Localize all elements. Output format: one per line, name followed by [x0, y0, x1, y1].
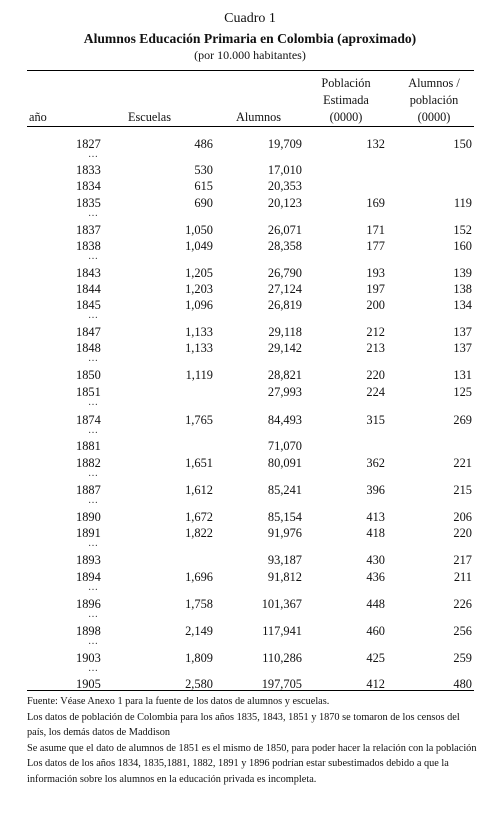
cell-ratio: 217 — [453, 553, 472, 567]
top-rule — [27, 70, 474, 71]
cell-ratio: 269 — [453, 413, 472, 427]
table-row — [0, 624, 500, 640]
cell-students: 85,241 — [267, 483, 302, 497]
cell-year: 1838 — [76, 239, 101, 253]
header-rule — [27, 126, 474, 127]
cell-year: 1845 — [76, 298, 101, 312]
table-row — [0, 137, 500, 153]
cell-students: 20,353 — [267, 179, 302, 193]
col-header-ratio-line3: (0000) — [417, 110, 451, 124]
cell-population: 425 — [366, 651, 385, 665]
cell-year: 1837 — [76, 223, 101, 237]
cell-schools: 1,758 — [185, 597, 213, 611]
cell-population: 220 — [366, 368, 385, 382]
footnotes — [27, 694, 477, 788]
cell-year: 1891 — [76, 526, 101, 540]
cell-ratio: 220 — [453, 526, 472, 540]
cell-population: 315 — [366, 413, 385, 427]
cell-students: 85,154 — [267, 510, 302, 524]
cell-year: 1848 — [76, 341, 101, 355]
cell-population: 200 — [366, 298, 385, 312]
cell-schools: 1,049 — [185, 239, 213, 253]
table-row — [0, 385, 500, 401]
table-row — [0, 341, 500, 357]
row-gap-marker: … — [88, 353, 98, 364]
cell-population: 213 — [366, 341, 385, 355]
cell-ratio: 137 — [453, 325, 472, 339]
cell-schools: 1,672 — [185, 510, 213, 524]
cell-population: 413 — [366, 510, 385, 524]
cell-year: 1834 — [76, 179, 101, 193]
footnote-source: Fuente: Véase Anexo 1 para la fuente de los datos de alumnos y escuelas. — [27, 696, 330, 707]
cell-schools: 530 — [194, 163, 213, 177]
cell-population: 193 — [366, 266, 385, 280]
cell-year: 1827 — [76, 137, 101, 151]
col-header-population — [312, 75, 380, 126]
table-row — [0, 439, 500, 455]
cell-schools: 690 — [194, 196, 213, 210]
cell-population: 132 — [366, 137, 385, 151]
cell-ratio: 480 — [453, 677, 472, 691]
cell-students: 26,790 — [267, 266, 302, 280]
cell-students: 27,993 — [267, 385, 302, 399]
table-row — [0, 298, 500, 314]
cell-population: 418 — [366, 526, 385, 540]
cell-year: 1847 — [76, 325, 101, 339]
row-gap-marker: … — [88, 495, 98, 506]
row-gap-marker: … — [88, 149, 98, 160]
col-header-ratio — [398, 75, 470, 126]
table-row — [0, 368, 500, 384]
cell-students: 28,358 — [267, 239, 302, 253]
cell-ratio: 139 — [453, 266, 472, 280]
table-row — [0, 163, 500, 179]
cell-students: 80,091 — [267, 456, 302, 470]
cell-schools: 1,133 — [185, 325, 213, 339]
cell-ratio: 152 — [453, 223, 472, 237]
cell-year: 1887 — [76, 483, 101, 497]
cell-students: 29,142 — [267, 341, 302, 355]
cell-population: 197 — [366, 282, 385, 296]
table-title: Cuadro 1 — [224, 11, 276, 26]
cell-schools: 1,205 — [185, 266, 213, 280]
cell-population: 460 — [366, 624, 385, 638]
table-row — [0, 570, 500, 586]
row-gap-marker: … — [88, 582, 98, 593]
cell-schools: 1,809 — [185, 651, 213, 665]
cell-year: 1898 — [76, 624, 101, 638]
cell-population: 212 — [366, 325, 385, 339]
cell-population: 362 — [366, 456, 385, 470]
cell-schools: 1,096 — [185, 298, 213, 312]
cell-population: 171 — [366, 223, 385, 237]
cell-year: 1874 — [76, 413, 101, 427]
cell-students: 117,941 — [262, 624, 302, 638]
table-row — [0, 325, 500, 341]
table-row — [0, 179, 500, 195]
col-header-population-line3: (0000) — [329, 110, 363, 124]
table-row — [0, 526, 500, 542]
footnote-underestimated: Los datos de los años 1834, 1835,1881, 1882, 1891 y 1896 podrían estar subestimados debido a que la información sobre los alumnos en la educación privada es incompleta. — [27, 758, 449, 785]
cell-students: 20,123 — [267, 196, 302, 210]
cell-students: 101,367 — [261, 597, 302, 611]
cell-year: 1893 — [76, 553, 101, 567]
col-header-schools: Escuelas — [128, 110, 172, 124]
table-row — [0, 413, 500, 429]
cell-students: 71,070 — [267, 439, 302, 453]
cell-ratio: 150 — [453, 137, 472, 151]
table-row — [0, 456, 500, 472]
cell-students: 26,071 — [267, 223, 302, 237]
table-subtitle: Alumnos Educación Primaria en Colombia (aproximado) — [83, 31, 417, 46]
table-row — [0, 239, 500, 255]
cell-schools: 1,133 — [185, 341, 213, 355]
cell-ratio: 134 — [453, 298, 472, 312]
cell-year: 1882 — [76, 456, 101, 470]
cell-schools: 2,580 — [185, 677, 213, 691]
cell-schools: 1,119 — [185, 368, 213, 382]
cell-ratio: 119 — [453, 196, 472, 210]
cell-students: 29,118 — [268, 325, 302, 339]
cell-population: 412 — [366, 677, 385, 691]
cell-ratio: 226 — [453, 597, 472, 611]
cell-year: 1894 — [76, 570, 101, 584]
table-row — [0, 651, 500, 667]
footnote-1851: Se asume que el dato de alumnos de 1851 es el mismo de 1850, para poder hacer la relación con la población — [27, 742, 477, 754]
row-gap-marker: … — [88, 609, 98, 620]
col-header-students: Alumnos — [236, 110, 282, 124]
cell-population: 177 — [366, 239, 385, 253]
cell-students: 91,812 — [267, 570, 302, 584]
cell-schools: 1,765 — [185, 413, 213, 427]
cell-ratio: 131 — [453, 368, 472, 382]
col-header-ratio-line2: población — [409, 93, 459, 107]
row-gap-marker: … — [88, 636, 98, 647]
cell-schools: 615 — [194, 179, 213, 193]
row-gap-marker: … — [88, 208, 98, 219]
cell-schools: 486 — [194, 137, 213, 151]
cell-students: 19,709 — [267, 137, 302, 151]
cell-ratio: 137 — [453, 341, 472, 355]
cell-students: 91,976 — [267, 526, 302, 540]
row-gap-marker: … — [88, 251, 98, 262]
cell-schools: 1,651 — [185, 456, 213, 470]
col-header-ratio-line1: Alumnos / — [408, 76, 460, 90]
table-row — [0, 266, 500, 282]
col-header-population-line1: Población — [321, 76, 371, 90]
cell-ratio: 221 — [453, 456, 472, 470]
table-row — [0, 553, 500, 569]
cell-students: 17,010 — [267, 163, 302, 177]
row-gap-marker: … — [88, 468, 98, 479]
cell-population: 396 — [366, 483, 385, 497]
cell-ratio: 215 — [453, 483, 472, 497]
cell-year: 1843 — [76, 266, 101, 280]
row-gap-marker: … — [88, 397, 98, 408]
table-row — [0, 510, 500, 526]
cell-year: 1844 — [76, 282, 101, 296]
bottom-rule — [27, 690, 474, 691]
cell-schools: 1,696 — [185, 570, 213, 584]
cell-population: 436 — [366, 570, 385, 584]
col-header-population-line2: Estimada — [323, 93, 369, 107]
cell-ratio: 259 — [453, 651, 472, 665]
cell-year: 1890 — [76, 510, 101, 524]
cell-year: 1903 — [76, 651, 101, 665]
row-gap-marker: … — [88, 538, 98, 549]
cell-schools: 1,050 — [185, 223, 213, 237]
cell-population: 430 — [366, 553, 385, 567]
cell-students: 197,705 — [261, 677, 302, 691]
cell-year: 1905 — [76, 677, 101, 691]
cell-population: 448 — [366, 597, 385, 611]
row-gap-marker: … — [88, 310, 98, 321]
cell-ratio: 211 — [453, 570, 472, 584]
cell-schools: 1,822 — [185, 526, 213, 540]
cell-schools: 2,149 — [185, 624, 213, 638]
cell-year: 1851 — [76, 385, 101, 399]
cell-students: 27,124 — [267, 282, 302, 296]
cell-ratio: 160 — [453, 239, 472, 253]
cell-ratio: 206 — [453, 510, 472, 524]
table-row — [0, 196, 500, 212]
cell-schools: 1,612 — [185, 483, 213, 497]
cell-students: 93,187 — [267, 553, 302, 567]
footnote-population: Los datos de población de Colombia para los años 1835, 1843, 1851 y 1870 se tomaron de los censos del país, los demás datos de Maddison — [27, 711, 460, 739]
cell-population: 169 — [366, 196, 385, 210]
row-gap-marker: … — [88, 425, 98, 436]
cell-year: 1835 — [76, 196, 101, 210]
row-gap-marker: … — [88, 663, 98, 674]
table-row — [0, 223, 500, 239]
cell-year: 1881 — [76, 439, 101, 453]
cell-students: 28,821 — [267, 368, 302, 382]
cell-students: 110,286 — [262, 651, 302, 665]
cell-students: 84,493 — [267, 413, 302, 427]
cell-year: 1850 — [76, 368, 101, 382]
cell-students: 26,819 — [267, 298, 302, 312]
cell-year: 1833 — [76, 163, 101, 177]
table-row — [0, 483, 500, 499]
col-header-year: año — [29, 110, 47, 124]
cell-ratio: 138 — [453, 282, 472, 296]
table-unit: (por 10.000 habitantes) — [194, 48, 306, 62]
cell-year: 1896 — [76, 597, 101, 611]
cell-schools: 1,203 — [185, 282, 213, 296]
table-row — [0, 597, 500, 613]
cell-ratio: 125 — [453, 385, 472, 399]
table-row — [0, 282, 500, 298]
cell-ratio: 256 — [453, 624, 472, 638]
cell-population: 224 — [366, 385, 385, 399]
